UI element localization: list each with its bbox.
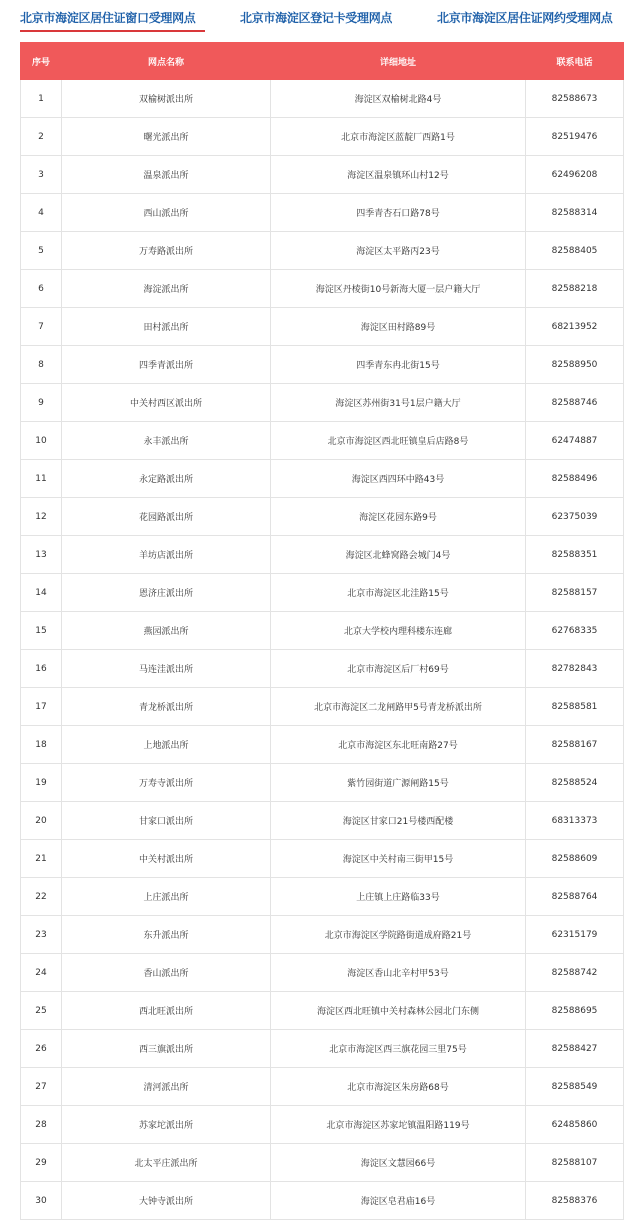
cell-phone: 62315179	[526, 916, 624, 954]
cell-phone: 82588695	[526, 992, 624, 1030]
header-address: 详细地址	[271, 43, 526, 80]
cell-outlet-name: 北太平庄派出所	[62, 1144, 271, 1182]
cell-address: 四季青杏石口路78号	[271, 194, 526, 232]
table-row	[21, 574, 624, 612]
cell-index: 28	[21, 1106, 62, 1144]
cell-outlet-name: 万寿路派出所	[62, 232, 271, 270]
cell-outlet-name: 甘家口派出所	[62, 802, 271, 840]
table-row	[21, 422, 624, 460]
cell-phone: 82588581	[526, 688, 624, 726]
cell-address: 海淀区丹棱街10号新海大厦一层户籍大厅	[271, 270, 526, 308]
cell-phone: 82588405	[526, 232, 624, 270]
cell-index: 29	[21, 1144, 62, 1182]
cell-index: 3	[21, 156, 62, 194]
cell-address: 北京市海淀区东北旺南路27号	[271, 726, 526, 764]
cell-phone: 82588167	[526, 726, 624, 764]
table-header-row	[21, 43, 624, 80]
cell-outlet-name: 田村派出所	[62, 308, 271, 346]
cell-address: 海淀区文慧园66号	[271, 1144, 526, 1182]
table-row	[21, 1182, 624, 1220]
cell-phone: 82588376	[526, 1182, 624, 1220]
cell-phone: 68313373	[526, 802, 624, 840]
cell-address: 四季青东冉北街15号	[271, 346, 526, 384]
table-row	[21, 878, 624, 916]
tab-window-acceptance[interactable]: 北京市海淀区居住证窗口受理网点	[20, 11, 196, 25]
cell-address: 北京市海淀区苏家坨镇温阳路119号	[271, 1106, 526, 1144]
cell-outlet-name: 东升派出所	[62, 916, 271, 954]
tab-bar	[0, 0, 640, 40]
cell-index: 19	[21, 764, 62, 802]
cell-outlet-name: 大钟寺派出所	[62, 1182, 271, 1220]
table-row	[21, 536, 624, 574]
cell-address: 海淀区太平路丙23号	[271, 232, 526, 270]
cell-address: 海淀区西四环中路43号	[271, 460, 526, 498]
cell-phone: 62474887	[526, 422, 624, 460]
cell-phone: 82782843	[526, 650, 624, 688]
cell-index: 14	[21, 574, 62, 612]
active-tab-underline	[20, 30, 205, 32]
table-row	[21, 954, 624, 992]
cell-phone: 82588314	[526, 194, 624, 232]
cell-index: 4	[21, 194, 62, 232]
cell-phone: 82588609	[526, 840, 624, 878]
cell-phone: 82588950	[526, 346, 624, 384]
cell-index: 1	[21, 80, 62, 118]
cell-address: 上庄镇上庄路临33号	[271, 878, 526, 916]
cell-phone: 62496208	[526, 156, 624, 194]
cell-index: 23	[21, 916, 62, 954]
cell-outlet-name: 海淀派出所	[62, 270, 271, 308]
table-row	[21, 232, 624, 270]
cell-index: 2	[21, 118, 62, 156]
cell-phone: 82588496	[526, 460, 624, 498]
cell-address: 北京市海淀区二龙闸路甲5号青龙桥派出所	[271, 688, 526, 726]
cell-outlet-name: 清河派出所	[62, 1068, 271, 1106]
tab-online-appointment[interactable]: 北京市海淀区居住证网约受理网点	[437, 11, 613, 25]
table-row	[21, 460, 624, 498]
cell-phone: 82588351	[526, 536, 624, 574]
cell-outlet-name: 羊坊店派出所	[62, 536, 271, 574]
cell-outlet-name: 中关村西区派出所	[62, 384, 271, 422]
table-row	[21, 80, 624, 118]
cell-index: 27	[21, 1068, 62, 1106]
cell-index: 12	[21, 498, 62, 536]
cell-index: 18	[21, 726, 62, 764]
cell-outlet-name: 永丰派出所	[62, 422, 271, 460]
cell-address: 北京市海淀区西北旺镇皇后店路8号	[271, 422, 526, 460]
cell-phone: 82588157	[526, 574, 624, 612]
cell-outlet-name: 万寿寺派出所	[62, 764, 271, 802]
table-row	[21, 270, 624, 308]
cell-index: 17	[21, 688, 62, 726]
cell-phone: 82519476	[526, 118, 624, 156]
cell-index: 15	[21, 612, 62, 650]
table-row	[21, 992, 624, 1030]
cell-outlet-name: 西北旺派出所	[62, 992, 271, 1030]
cell-index: 25	[21, 992, 62, 1030]
cell-index: 22	[21, 878, 62, 916]
cell-phone: 82588107	[526, 1144, 624, 1182]
table-row	[21, 1144, 624, 1182]
cell-address: 海淀区苏州街31号1层户籍大厅	[271, 384, 526, 422]
cell-outlet-name: 双榆树派出所	[62, 80, 271, 118]
cell-phone: 62375039	[526, 498, 624, 536]
table-row	[21, 156, 624, 194]
table-row	[21, 650, 624, 688]
table-row	[21, 346, 624, 384]
cell-outlet-name: 香山派出所	[62, 954, 271, 992]
table-row	[21, 802, 624, 840]
table-row	[21, 916, 624, 954]
table-row	[21, 764, 624, 802]
table-row	[21, 612, 624, 650]
cell-phone: 82588524	[526, 764, 624, 802]
cell-outlet-name: 马连洼派出所	[62, 650, 271, 688]
cell-phone: 82588549	[526, 1068, 624, 1106]
table-row	[21, 726, 624, 764]
cell-address: 北京市海淀区蓝靛厂西路1号	[271, 118, 526, 156]
table-row	[21, 384, 624, 422]
cell-address: 紫竹园街道广源闸路15号	[271, 764, 526, 802]
cell-index: 10	[21, 422, 62, 460]
table-row	[21, 1106, 624, 1144]
cell-index: 24	[21, 954, 62, 992]
cell-phone: 82588218	[526, 270, 624, 308]
cell-index: 20	[21, 802, 62, 840]
cell-address: 北京市海淀区学院路街道成府路21号	[271, 916, 526, 954]
cell-outlet-name: 花园路派出所	[62, 498, 271, 536]
cell-index: 13	[21, 536, 62, 574]
table-row	[21, 688, 624, 726]
cell-phone: 62485860	[526, 1106, 624, 1144]
cell-phone: 82588742	[526, 954, 624, 992]
cell-address: 海淀区香山北辛村甲53号	[271, 954, 526, 992]
cell-phone: 82588673	[526, 80, 624, 118]
cell-address: 海淀区花园东路9号	[271, 498, 526, 536]
cell-index: 26	[21, 1030, 62, 1068]
cell-outlet-name: 西山派出所	[62, 194, 271, 232]
cell-address: 北京市海淀区北洼路15号	[271, 574, 526, 612]
tab-registration-card[interactable]: 北京市海淀区登记卡受理网点	[240, 11, 393, 25]
cell-outlet-name: 西三旗派出所	[62, 1030, 271, 1068]
table-row	[21, 498, 624, 536]
cell-index: 8	[21, 346, 62, 384]
cell-phone: 62768335	[526, 612, 624, 650]
header-index: 序号	[21, 43, 62, 80]
cell-outlet-name: 上庄派出所	[62, 878, 271, 916]
cell-index: 6	[21, 270, 62, 308]
cell-index: 9	[21, 384, 62, 422]
cell-index: 5	[21, 232, 62, 270]
cell-phone: 82588764	[526, 878, 624, 916]
table-row	[21, 308, 624, 346]
cell-index: 21	[21, 840, 62, 878]
cell-outlet-name: 永定路派出所	[62, 460, 271, 498]
cell-address: 海淀区温泉镇环山村12号	[271, 156, 526, 194]
table-row	[21, 194, 624, 232]
cell-address: 海淀区皂君庙16号	[271, 1182, 526, 1220]
cell-address: 海淀区西北旺镇中关村森林公园北门东侧	[271, 992, 526, 1030]
cell-address: 北京市海淀区后厂村69号	[271, 650, 526, 688]
cell-outlet-name: 温泉派出所	[62, 156, 271, 194]
cell-address: 海淀区北蜂窝路会城门4号	[271, 536, 526, 574]
header-outlet-name: 网点名称	[62, 43, 271, 80]
table-body	[21, 80, 624, 1220]
cell-outlet-name: 苏家坨派出所	[62, 1106, 271, 1144]
cell-outlet-name: 青龙桥派出所	[62, 688, 271, 726]
table-row	[21, 1068, 624, 1106]
table-row	[21, 840, 624, 878]
cell-outlet-name: 曙光派出所	[62, 118, 271, 156]
header-phone: 联系电话	[526, 43, 624, 80]
outlet-table-grid	[20, 42, 624, 1220]
cell-phone: 82588746	[526, 384, 624, 422]
cell-outlet-name: 恩济庄派出所	[62, 574, 271, 612]
cell-outlet-name: 四季青派出所	[62, 346, 271, 384]
cell-index: 7	[21, 308, 62, 346]
cell-phone: 68213952	[526, 308, 624, 346]
cell-address: 北京大学校内理科楼东连廊	[271, 612, 526, 650]
table-row	[21, 118, 624, 156]
cell-outlet-name: 中关村派出所	[62, 840, 271, 878]
table-row	[21, 1030, 624, 1068]
cell-address: 海淀区双榆树北路4号	[271, 80, 526, 118]
cell-index: 30	[21, 1182, 62, 1220]
cell-address: 海淀区甘家口21号楼西配楼	[271, 802, 526, 840]
cell-index: 11	[21, 460, 62, 498]
cell-address: 北京市海淀区朱房路68号	[271, 1068, 526, 1106]
cell-address: 海淀区田村路89号	[271, 308, 526, 346]
cell-address: 北京市海淀区西三旗花园三里75号	[271, 1030, 526, 1068]
cell-outlet-name: 上地派出所	[62, 726, 271, 764]
cell-phone: 82588427	[526, 1030, 624, 1068]
cell-index: 16	[21, 650, 62, 688]
outlet-table	[20, 42, 623, 1220]
cell-outlet-name: 燕园派出所	[62, 612, 271, 650]
cell-address: 海淀区中关村南三街甲15号	[271, 840, 526, 878]
